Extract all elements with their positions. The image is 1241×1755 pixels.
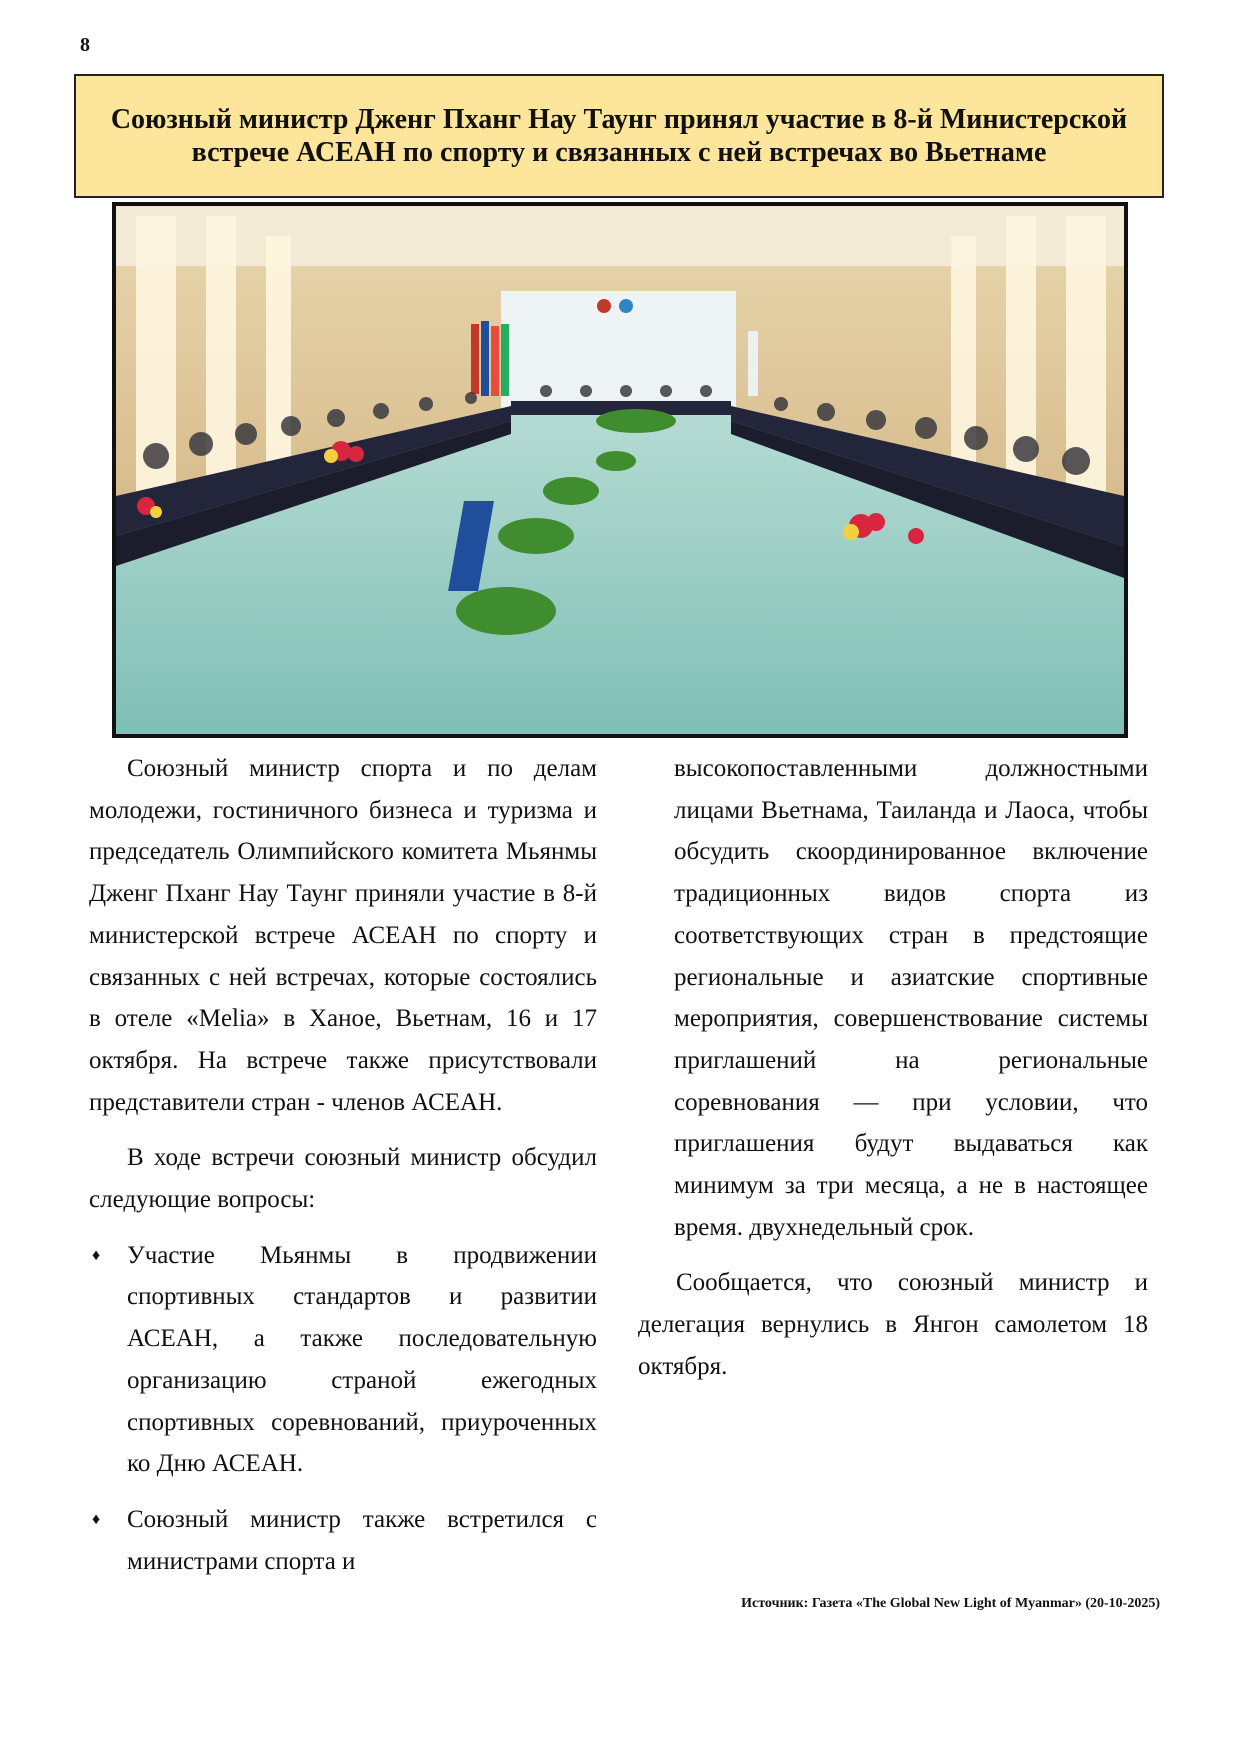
article-right-column xyxy=(638,748,1148,1388)
headline-box xyxy=(74,74,1164,198)
diamond-bullet-icon: ♦ xyxy=(92,1510,101,1528)
list-item-text: Союзный министр также встретился с министрами спорта и xyxy=(127,1505,597,1575)
diamond-bullet-icon: ♦ xyxy=(92,1246,101,1264)
page-title: Союзный министр Дженг Пханг Нау Таунг принял участие в 8-й Министерской встрече АСЕАН по спорту и связанных с ней встречах во Вьетнаме xyxy=(110,104,1128,168)
list-item-continuation: высокопоставленными должностными лицами Вьетнама, Таиланда и Лаоса, чтобы обсудить скоординированное включение традиционных видов спорта из соответствующих стран в предстоящие региональные и азиатские спортивные мероприятия, совершенствование системы приглашений на региональные соревнования — при условии, что приглашения будут выдаваться как минимум за три месяца, а не в настоящее время. двухнедельный срок. xyxy=(674,755,1148,1241)
meeting-hall-illustration xyxy=(116,206,1124,734)
article-left-column xyxy=(89,748,597,1582)
source-credit: Источник: Газета «The Global New Light of Myanmar» (20-10-2025) xyxy=(741,1596,1160,1611)
list-item-text: Участие Мьянмы в продвижении спортивных стандартов и развитии АСЕАН, а также последовательную организацию страной ежегодных спортивных соревнований, приуроченных ко Дню АСЕАН. xyxy=(127,1241,597,1478)
article-paragraph-3: Сообщается, что союзный министр и делегация вернулись в Янгон самолетом 18 октября. xyxy=(638,1269,1148,1380)
article-paragraph-1: Союзный министр спорта и по делам молодежи, гостиничного бизнеса и туризма и председатель Олимпийского комитета Мьянмы Дженг Пханг Нау Таунг приняли участие в 8-й министерской встрече АСЕАН по спорту и связанных с ней встречах, которые состоялись в отеле «Melia» в Ханое, Вьетнам, 16 и 17 октября. На встрече также присутствовали представители стран - членов АСЕАН. xyxy=(89,755,597,1116)
list-item xyxy=(89,1235,597,1485)
discussion-list xyxy=(89,1235,597,1583)
article-paragraph-2: В ходе встречи союзный министр обсудил следующие вопросы: xyxy=(89,1144,597,1214)
meeting-photo xyxy=(112,202,1128,738)
page-number: 8 xyxy=(80,34,90,56)
list-item xyxy=(89,1499,597,1582)
